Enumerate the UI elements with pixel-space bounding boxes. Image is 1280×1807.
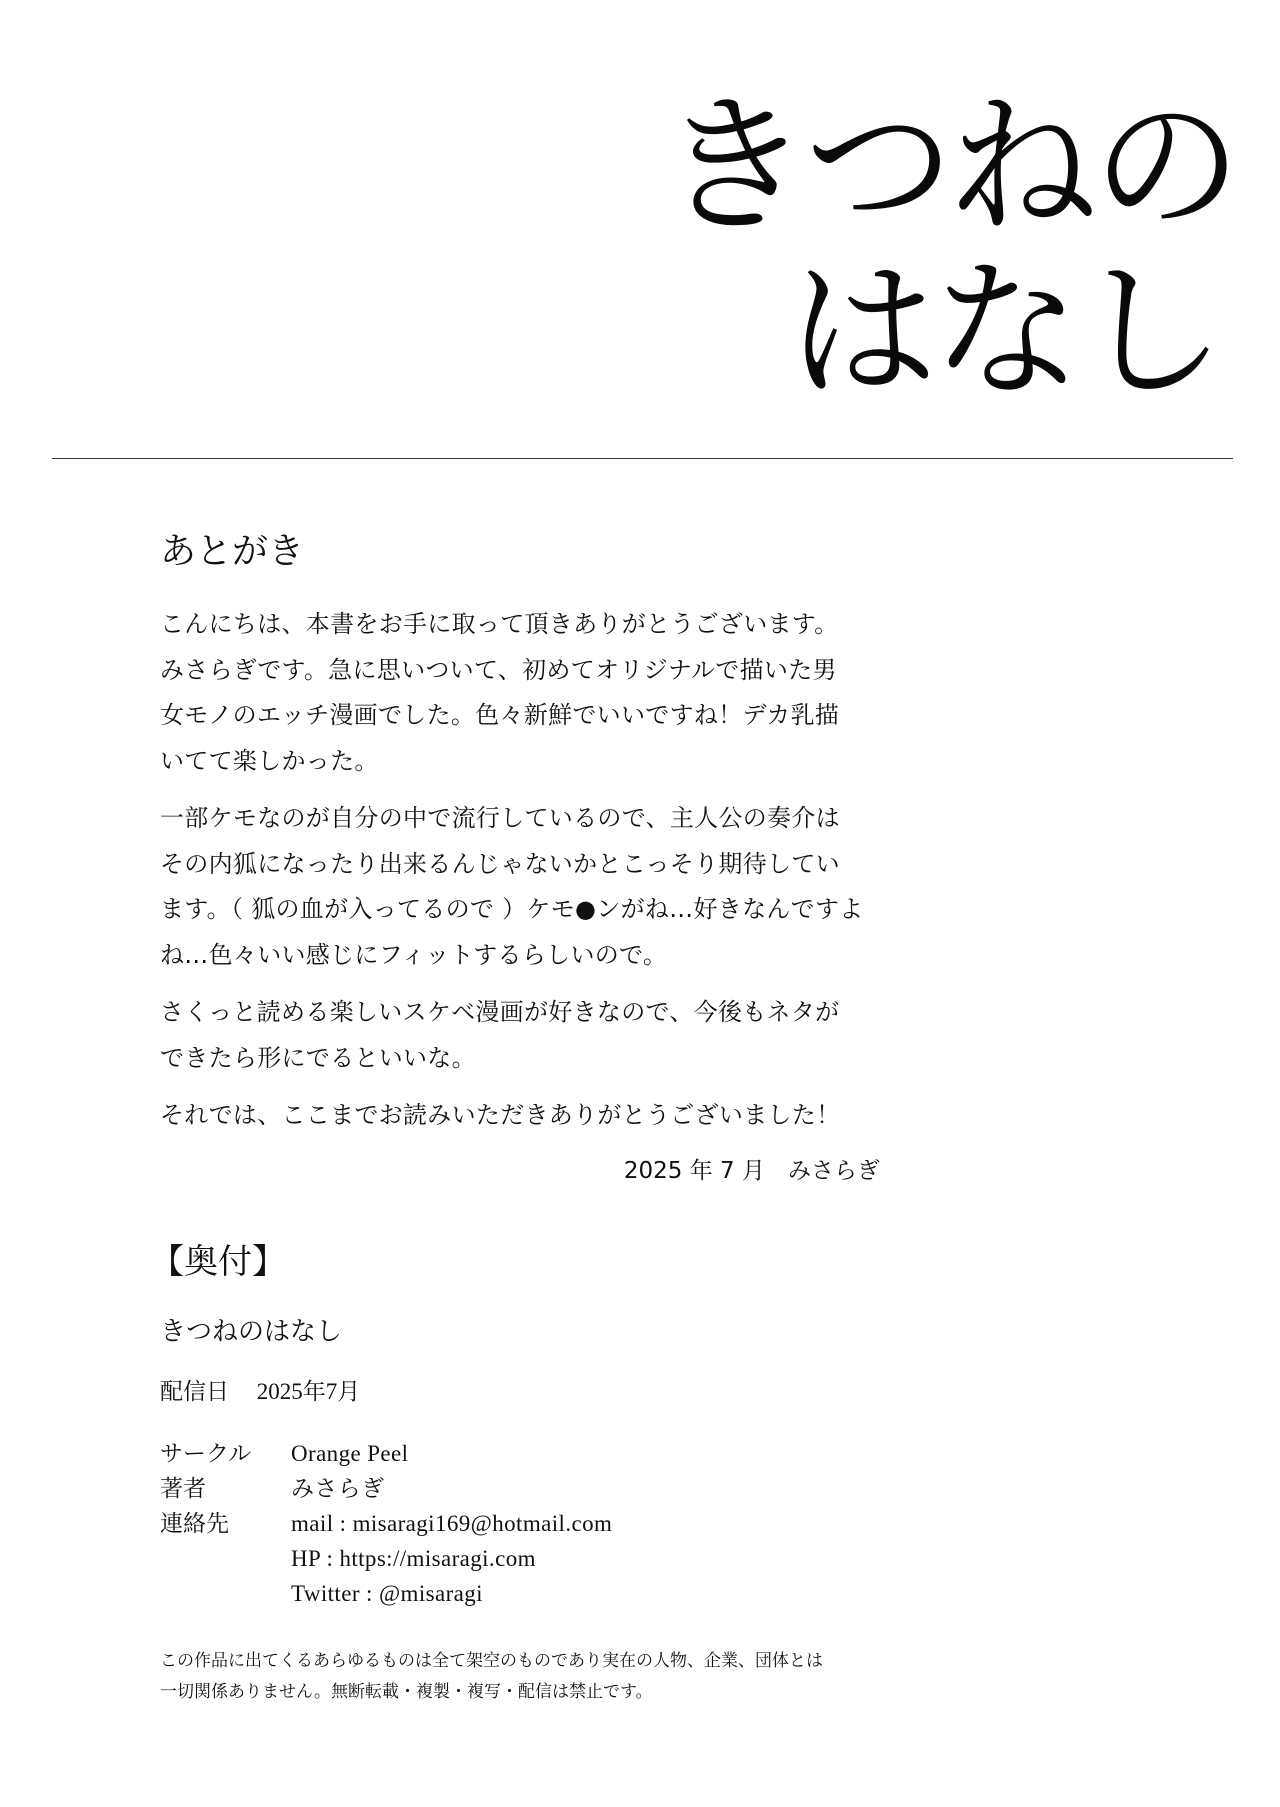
afterword-paragraph-1 xyxy=(160,602,880,784)
title-line-1: きつねの xyxy=(660,80,1237,254)
circle-value: Orange Peel xyxy=(291,1441,409,1466)
empty-label xyxy=(160,1541,291,1576)
afterword-section xyxy=(160,520,880,1191)
circle-label: サークル xyxy=(160,1441,252,1466)
afterword-paragraph-3 xyxy=(160,990,880,1081)
disclaimer-line-1: この作品に出てくるあらゆるものは全て架空のものであり実在の人物、企業、団体とは xyxy=(160,1651,823,1671)
info-row-circle xyxy=(160,1436,612,1471)
info-row-contact-mail xyxy=(160,1506,612,1541)
release-date-value: 2025年7月 xyxy=(256,1379,361,1404)
title-line-2: はなし xyxy=(787,245,1220,419)
info-row-contact-hp xyxy=(160,1541,612,1576)
divider-line xyxy=(52,458,1233,459)
paragraph-line: できたら形にでるといいな。 xyxy=(160,1043,476,1072)
contact-mail: mail : misaragi169@hotmail.com xyxy=(291,1511,613,1536)
author-label: 著者 xyxy=(160,1476,206,1501)
disclaimer-line-2: 一切関係ありません。無断転載・複製・複写・配信は禁止です。 xyxy=(160,1682,653,1702)
paragraph-line: さくっと読める楽しいスケベ漫画が好きなので、今後もネタが xyxy=(160,998,840,1026)
paragraph-line: いてて楽しかった。 xyxy=(160,746,379,775)
afterword-paragraph-4 xyxy=(160,1093,880,1139)
colophon-info-table xyxy=(160,1436,612,1611)
afterword-signature: 2025 年 7 月 みさらぎ xyxy=(623,1157,880,1184)
contact-twitter: Twitter : @misaragi xyxy=(291,1581,483,1606)
paragraph-line: 女モノのエッチ漫画でした。色々新鮮でいいですね！デカ乳描 xyxy=(160,701,840,729)
afterword-paragraph-2 xyxy=(160,796,880,978)
info-row-author xyxy=(160,1471,612,1506)
release-date xyxy=(160,1374,910,1410)
colophon-heading: 【奥付】 xyxy=(150,1242,286,1282)
paragraph-line: こんにちは、本書をお手に取って頂きありがとうございます。 xyxy=(160,610,839,638)
paragraph-line: ね…色々いい感じにフィットするらしいので。 xyxy=(160,940,668,969)
paragraph-line: ます。（ 狐の血が入ってるので ）ケモ●ンがね…好きなんですよ xyxy=(160,895,864,923)
release-date-label: 配信日 xyxy=(160,1379,229,1404)
paragraph-line: それでは、ここまでお読みいただきありがとうございました！ xyxy=(160,1101,841,1129)
afterword-heading: あとがき xyxy=(160,531,305,572)
paragraph-line: みさらぎです。急に思いついて、初めてオリジナルで描いた男 xyxy=(160,655,837,684)
colophon-work-title: きつねのはなし xyxy=(160,1317,343,1347)
disclaimer xyxy=(160,1646,920,1708)
contact-hp: HP : https://misaragi.com xyxy=(291,1546,536,1571)
info-row-contact-twitter xyxy=(160,1576,612,1611)
colophon-section xyxy=(150,1232,910,1611)
title-logo xyxy=(660,80,1237,419)
paragraph-line: 一部ケモなのが自分の中で流行しているので、主人公の奏介は xyxy=(160,804,840,832)
paragraph-line: その内狐になったり出来るんじゃないかとこっそり期待してい xyxy=(160,849,840,878)
empty-label xyxy=(160,1576,291,1611)
author-value: みさらぎ xyxy=(291,1476,385,1501)
contact-label: 連絡先 xyxy=(160,1511,229,1536)
